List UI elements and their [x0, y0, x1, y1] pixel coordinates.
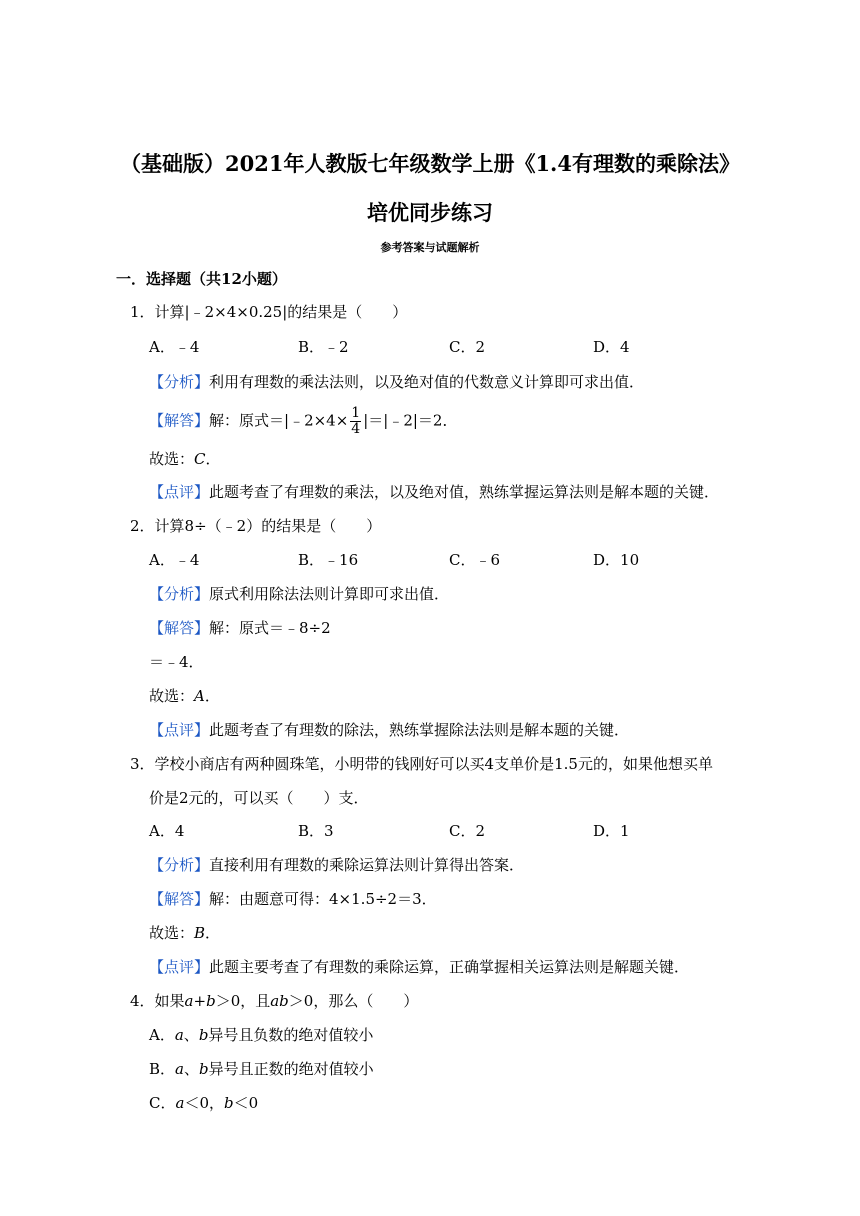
q3-option-d: D．1 — [593, 822, 630, 840]
q1-choice — [149, 449, 221, 469]
q3-option-c: C．2 — [449, 822, 486, 840]
variable-a: a — [175, 1094, 185, 1112]
option-text: 异号且负数的绝对值较小 — [208, 1026, 374, 1044]
q1-solution — [149, 406, 457, 437]
q3-analysis — [149, 855, 524, 875]
analysis-tag: 【分析】 — [149, 373, 210, 391]
q1-analysis-text: 利用有理数的乘法法则，以及绝对值的代数意义计算即可求出值． — [209, 373, 645, 391]
variable-a: a — [174, 1026, 184, 1044]
q4-stem — [130, 991, 418, 1011]
variable-a: a — [184, 992, 194, 1010]
q3-choice — [149, 923, 220, 943]
plus-sign: + — [193, 992, 207, 1010]
review-tag: 【点评】 — [149, 721, 210, 739]
q3-review-text: 此题主要考查了有理数的乘除运算，正确掌握相关运算法则是解题关键． — [209, 958, 690, 976]
fraction-numerator: 1 — [351, 405, 361, 421]
q1-option-c: C．2 — [449, 338, 486, 356]
fraction — [350, 406, 361, 437]
analysis-tag: 【分析】 — [149, 585, 210, 603]
variable-b: b — [223, 1094, 234, 1112]
title-line-1: （基础版）2021年人教版七年级数学上册《1.4有理数的乘除法》 — [120, 151, 740, 176]
q2-option-b: B．﹣16 — [298, 551, 359, 569]
q1-solution-pre: 解：原式＝|﹣2×4× — [209, 411, 349, 430]
q3-stem-line-1: 3．学校小商店有两种圆珠笔，小明带的钱刚好可以买4支单价是1.5元的，如果他想买单 — [130, 755, 713, 773]
choice-prefix: 故选： — [149, 450, 195, 468]
subtitle: 参考答案与试题解析 — [380, 241, 480, 254]
q1-option-d: D．4 — [593, 338, 630, 356]
variable-b: b — [199, 1060, 209, 1078]
choice-prefix: 故选： — [149, 687, 195, 705]
solution-tag: 【解答】 — [149, 411, 210, 430]
separator: 、 — [183, 1060, 199, 1078]
q3-review — [149, 957, 689, 977]
q2-review-text: 此题考查了有理数的除法，熟练掌握除法法则是解本题的关键． — [209, 721, 630, 739]
analysis-tag: 【分析】 — [149, 856, 210, 874]
review-tag: 【点评】 — [149, 958, 210, 976]
q4-option-a — [149, 1025, 373, 1045]
q4-stem-text: ＞0，且 — [215, 992, 271, 1010]
q2-choice — [149, 686, 220, 706]
q1-option-b: B．﹣2 — [298, 338, 349, 356]
q4-stem-text: 4．如果 — [130, 992, 185, 1010]
q2-solution — [149, 618, 331, 638]
q2-analysis — [149, 584, 449, 604]
fraction-denominator: 4 — [351, 421, 361, 437]
q4-option-c — [149, 1093, 258, 1113]
q2-option-c: C．﹣6 — [449, 551, 501, 569]
q4-option-b — [149, 1059, 374, 1079]
variable-ab: ab — [270, 992, 289, 1010]
option-text: ＜0 — [233, 1094, 259, 1112]
q3-solution-text: 解：由题意可得：4×1.5÷2＝3． — [209, 890, 437, 908]
choice-prefix: 故选： — [149, 924, 195, 942]
q1-review-text: 此题考查了有理数的乘法，以及绝对值，熟练掌握运算法则是解本题的关键． — [209, 483, 720, 501]
q1-option-a: A．﹣4 — [149, 338, 200, 356]
choice-suffix: ． — [205, 450, 221, 468]
section-heading: 一．选择题（共12小题） — [116, 270, 287, 288]
q3-option-a: A．4 — [149, 822, 185, 840]
solution-tag: 【解答】 — [149, 890, 210, 908]
separator: 、 — [183, 1026, 199, 1044]
variable-b: b — [198, 1026, 209, 1044]
q1-review — [149, 482, 719, 502]
q2-review — [149, 720, 629, 740]
choice-letter: A — [194, 687, 205, 705]
variable-a: a — [175, 1060, 184, 1078]
solution-tag: 【解答】 — [149, 619, 210, 637]
q2-stem: 2．计算8÷（﹣2）的结果是（ ） — [130, 517, 382, 535]
q1-analysis — [149, 372, 644, 392]
review-tag: 【点评】 — [149, 483, 210, 501]
q2-analysis-text: 原式利用除法法则计算即可求出值． — [209, 585, 450, 603]
q3-option-b: B．3 — [298, 822, 334, 840]
choice-letter: B — [194, 924, 206, 942]
q2-solution-text: 解：原式＝﹣8÷2 — [209, 619, 331, 637]
choice-suffix: ． — [205, 924, 221, 942]
q2-option-d: D．10 — [593, 551, 640, 569]
q3-analysis-text: 直接利用有理数的乘除运算法则计算得出答案． — [209, 856, 525, 874]
choice-letter: C — [194, 450, 206, 468]
option-text: 异号且正数的绝对值较小 — [208, 1060, 374, 1078]
option-label: B． — [149, 1060, 176, 1078]
q3-stem-line-2: 价是2元的，可以买（ ）支． — [149, 789, 369, 807]
variable-b: b — [206, 992, 216, 1010]
q4-stem-text: ＞0，那么（ ） — [288, 992, 419, 1010]
choice-suffix: ． — [204, 687, 220, 705]
q1-solution-post: |＝|﹣2|＝2． — [363, 411, 458, 430]
q2-solution-line-2: ＝﹣4． — [149, 653, 204, 671]
option-text: ＜0， — [184, 1094, 224, 1112]
option-label: C． — [149, 1094, 176, 1112]
q3-solution — [149, 889, 437, 909]
title-line-2: 培优同步练习 — [367, 200, 493, 225]
q1-stem: 1．计算|﹣2×4×0.25|的结果是（ ） — [130, 303, 408, 321]
q2-option-a: A．﹣4 — [149, 551, 200, 569]
option-label: A． — [149, 1026, 175, 1044]
